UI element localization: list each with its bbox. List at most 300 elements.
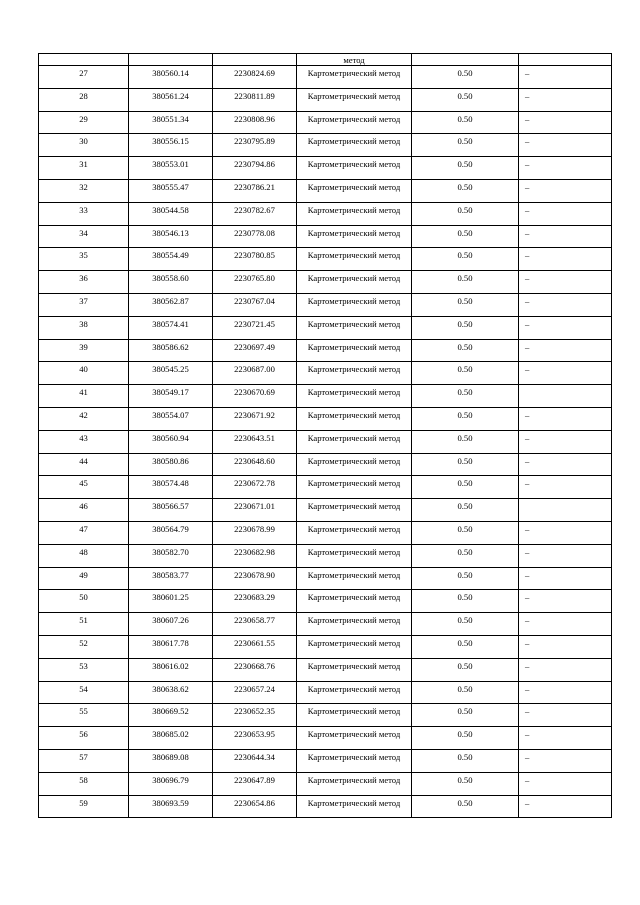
note-text: – [525, 797, 530, 808]
accuracy-cell [412, 157, 519, 180]
note-cell [519, 704, 612, 727]
note-text: – [525, 90, 530, 101]
x-coordinate: 380558.60 [152, 273, 189, 284]
y-coordinate: 2230653.95 [234, 729, 275, 740]
accuracy-value: 0.50 [457, 409, 473, 420]
method-cell [297, 316, 412, 339]
y-coordinate-cell [213, 111, 297, 134]
x-coordinate: 380560.14 [152, 68, 189, 78]
x-coordinate-cell [129, 772, 213, 795]
y-coordinate-cell [213, 590, 297, 613]
note-cell [519, 339, 612, 362]
table-row [39, 613, 612, 636]
x-coordinate-cell [129, 590, 213, 613]
accuracy-value: 0.50 [457, 432, 473, 443]
accuracy-cell [412, 293, 519, 316]
y-coordinate-cell [213, 521, 297, 544]
note-cell [519, 453, 612, 476]
y-coordinate: 2230687.00 [234, 364, 275, 375]
point-number-cell [39, 385, 129, 408]
note-text: – [525, 592, 530, 603]
x-coordinate: 380545.25 [152, 364, 189, 375]
method-cell [297, 704, 412, 727]
method-text: Картометрический метод [307, 409, 401, 420]
y-coordinate-cell [213, 316, 297, 339]
continuation-cell-method: метод [297, 54, 412, 66]
point-number-cell [39, 111, 129, 134]
accuracy-cell [412, 271, 519, 294]
x-coordinate-cell [129, 795, 213, 818]
table-row [39, 248, 612, 271]
note-cell [519, 66, 612, 89]
note-text: – [525, 637, 530, 648]
note-text: – [525, 683, 530, 694]
point-number-cell [39, 179, 129, 202]
point-number: 55 [79, 706, 88, 717]
table-row [39, 521, 612, 544]
point-number-cell [39, 613, 129, 636]
point-number: 44 [79, 455, 88, 466]
note-text: – [525, 250, 530, 261]
method-text: Картометрический метод [307, 523, 401, 534]
x-coordinate-cell [129, 476, 213, 499]
y-coordinate: 2230668.76 [234, 660, 275, 671]
method-text: Картометрический метод [307, 501, 401, 512]
table-row [39, 271, 612, 294]
note-cell [519, 157, 612, 180]
note-cell [519, 407, 612, 430]
method-text: Картометрический метод [307, 159, 401, 170]
method-cell [297, 749, 412, 772]
point-number-cell [39, 635, 129, 658]
point-number-cell [39, 271, 129, 294]
y-coordinate-cell [213, 88, 297, 111]
accuracy-cell [412, 316, 519, 339]
note-cell [519, 613, 612, 636]
y-coordinate-cell [213, 385, 297, 408]
accuracy-value: 0.50 [457, 318, 473, 329]
y-coordinate-cell [213, 453, 297, 476]
accuracy-value: 0.50 [457, 204, 473, 215]
point-number: 57 [79, 751, 88, 762]
point-number: 58 [79, 774, 88, 785]
point-number-cell [39, 134, 129, 157]
table-row [39, 385, 612, 408]
y-coordinate: 2230661.55 [234, 637, 275, 648]
x-coordinate-cell [129, 407, 213, 430]
note-cell [519, 749, 612, 772]
x-coordinate: 380564.79 [152, 523, 189, 534]
x-coordinate: 380562.87 [152, 295, 189, 306]
note-text: – [525, 523, 530, 534]
note-cell [519, 681, 612, 704]
method-text: Картометрический метод [307, 546, 401, 557]
table-row [39, 66, 612, 89]
x-coordinate-cell [129, 704, 213, 727]
note-text: – [525, 204, 530, 215]
point-number: 46 [79, 501, 88, 512]
x-coordinate: 380696.79 [152, 774, 189, 785]
x-coordinate: 380546.13 [152, 227, 189, 238]
point-number: 37 [79, 295, 88, 306]
y-coordinate: 2230678.99 [234, 523, 275, 534]
x-coordinate-cell [129, 202, 213, 225]
y-coordinate: 2230672.78 [234, 478, 275, 489]
method-cell [297, 248, 412, 271]
x-coordinate: 380566.57 [152, 501, 189, 512]
y-coordinate-cell [213, 499, 297, 522]
x-coordinate: 380560.94 [152, 432, 189, 443]
method-text: Картометрический метод [307, 273, 401, 284]
method-text: Картометрический метод [307, 660, 401, 671]
accuracy-cell [412, 385, 519, 408]
continuation-cell-accuracy [412, 54, 519, 66]
y-coordinate: 2230670.69 [234, 387, 275, 398]
x-coordinate-cell [129, 613, 213, 636]
note-cell [519, 635, 612, 658]
accuracy-cell [412, 590, 519, 613]
x-coordinate: 380582.70 [152, 546, 189, 557]
note-cell [519, 202, 612, 225]
y-coordinate: 2230767.04 [234, 295, 275, 306]
x-coordinate-cell [129, 430, 213, 453]
note-text: – [525, 660, 530, 671]
note-cell [519, 658, 612, 681]
table-row [39, 179, 612, 202]
point-number: 49 [79, 569, 88, 580]
y-coordinate-cell [213, 225, 297, 248]
accuracy-value: 0.50 [457, 295, 473, 306]
accuracy-cell [412, 795, 519, 818]
method-text: Картометрический метод [307, 204, 401, 215]
method-cell [297, 453, 412, 476]
method-text: Картометрический метод [307, 181, 401, 192]
point-number: 30 [79, 136, 88, 147]
note-text: – [525, 136, 530, 147]
x-coordinate-cell [129, 88, 213, 111]
x-coordinate: 380553.01 [152, 159, 189, 170]
point-number: 27 [79, 68, 88, 78]
table-row [39, 681, 612, 704]
y-coordinate-cell [213, 772, 297, 795]
coordinates-table [38, 53, 612, 818]
point-number-cell [39, 567, 129, 590]
x-coordinate: 380638.62 [152, 683, 189, 694]
accuracy-cell [412, 749, 519, 772]
point-number: 47 [79, 523, 88, 534]
y-coordinate-cell [213, 293, 297, 316]
note-text: – [525, 364, 530, 375]
point-number-cell [39, 316, 129, 339]
x-coordinate: 380561.24 [152, 90, 189, 101]
y-coordinate: 2230786.21 [234, 181, 275, 192]
note-text: – [525, 774, 530, 785]
y-coordinate: 2230654.86 [234, 797, 275, 808]
accuracy-value: 0.50 [457, 706, 473, 717]
accuracy-value: 0.50 [457, 569, 473, 580]
point-number-cell [39, 293, 129, 316]
point-number: 40 [79, 364, 88, 375]
x-coordinate: 380689.08 [152, 751, 189, 762]
y-coordinate: 2230648.60 [234, 455, 275, 466]
point-number-cell [39, 157, 129, 180]
note-cell [519, 385, 612, 408]
accuracy-value: 0.50 [457, 250, 473, 261]
y-coordinate: 2230811.89 [234, 90, 275, 101]
accuracy-cell [412, 111, 519, 134]
accuracy-cell [412, 225, 519, 248]
x-coordinate-cell [129, 179, 213, 202]
y-coordinate-cell [213, 727, 297, 750]
y-coordinate-cell [213, 134, 297, 157]
y-coordinate: 2230824.69 [234, 68, 275, 78]
x-coordinate: 380555.47 [152, 181, 189, 192]
table-row [39, 134, 612, 157]
accuracy-value: 0.50 [457, 181, 473, 192]
continuation-cell-x [129, 54, 213, 66]
point-number: 35 [79, 250, 88, 261]
accuracy-value: 0.50 [457, 478, 473, 489]
point-number-cell [39, 476, 129, 499]
method-cell [297, 544, 412, 567]
point-number-cell [39, 727, 129, 750]
y-coordinate-cell [213, 339, 297, 362]
x-coordinate: 380607.26 [152, 615, 189, 626]
x-coordinate-cell [129, 157, 213, 180]
table-row [39, 293, 612, 316]
point-number: 31 [79, 159, 88, 170]
method-cell [297, 567, 412, 590]
y-coordinate: 2230644.34 [234, 751, 275, 762]
table-row [39, 658, 612, 681]
point-number-cell [39, 499, 129, 522]
point-number-cell [39, 681, 129, 704]
x-coordinate-cell [129, 385, 213, 408]
note-cell [519, 88, 612, 111]
x-coordinate-cell [129, 658, 213, 681]
note-cell [519, 727, 612, 750]
y-coordinate-cell [213, 66, 297, 89]
method-text: Картометрический метод [307, 729, 401, 740]
point-number-cell [39, 453, 129, 476]
method-text: Картометрический метод [307, 90, 401, 101]
table-row [39, 590, 612, 613]
accuracy-cell [412, 476, 519, 499]
note-cell [519, 590, 612, 613]
accuracy-value: 0.50 [457, 501, 473, 512]
note-text: – [525, 318, 530, 329]
y-coordinate: 2230678.90 [234, 569, 275, 580]
point-number: 59 [79, 797, 88, 808]
accuracy-value: 0.50 [457, 136, 473, 147]
method-cell [297, 590, 412, 613]
method-cell [297, 111, 412, 134]
method-text: Картометрический метод [307, 683, 401, 694]
method-cell [297, 613, 412, 636]
accuracy-value: 0.50 [457, 797, 473, 808]
table-row [39, 407, 612, 430]
accuracy-value: 0.50 [457, 729, 473, 740]
method-cell [297, 271, 412, 294]
x-coordinate: 380617.78 [152, 637, 189, 648]
y-coordinate-cell [213, 704, 297, 727]
note-text [525, 385, 611, 387]
y-coordinate-cell [213, 681, 297, 704]
table-row [39, 544, 612, 567]
y-coordinate: 2230697.49 [234, 341, 275, 352]
note-text: – [525, 159, 530, 170]
table-row [39, 202, 612, 225]
note-text: – [525, 569, 530, 580]
note-cell [519, 316, 612, 339]
accuracy-value: 0.50 [457, 637, 473, 648]
table-row [39, 157, 612, 180]
x-coordinate: 380583.77 [152, 569, 189, 580]
accuracy-value: 0.50 [457, 546, 473, 557]
y-coordinate: 2230794.86 [234, 159, 275, 170]
method-cell [297, 157, 412, 180]
y-coordinate-cell [213, 179, 297, 202]
accuracy-cell [412, 613, 519, 636]
accuracy-value: 0.50 [457, 751, 473, 762]
method-cell [297, 339, 412, 362]
method-text: Картометрический метод [307, 615, 401, 626]
x-coordinate-cell [129, 316, 213, 339]
y-coordinate: 2230765.80 [234, 273, 275, 284]
method-cell [297, 521, 412, 544]
x-coordinate-cell [129, 544, 213, 567]
method-text: Картометрический метод [307, 637, 401, 648]
table-row [39, 362, 612, 385]
point-number: 41 [79, 387, 88, 398]
point-number-cell [39, 704, 129, 727]
x-coordinate-cell [129, 453, 213, 476]
point-number-cell [39, 202, 129, 225]
method-cell [297, 795, 412, 818]
accuracy-cell [412, 567, 519, 590]
y-coordinate-cell [213, 271, 297, 294]
y-coordinate: 2230683.29 [234, 592, 275, 603]
point-number-cell [39, 407, 129, 430]
method-text: Картометрический метод [307, 68, 401, 78]
note-text: – [525, 729, 530, 740]
method-text: Картометрический метод [307, 751, 401, 762]
point-number-cell [39, 590, 129, 613]
method-text: Картометрический метод [307, 569, 401, 580]
x-coordinate-cell [129, 134, 213, 157]
method-cell [297, 772, 412, 795]
table-row [39, 88, 612, 111]
method-text: Картометрический метод [307, 364, 401, 375]
y-coordinate-cell [213, 362, 297, 385]
x-coordinate: 380574.41 [152, 318, 189, 329]
point-number: 48 [79, 546, 88, 557]
table-row [39, 225, 612, 248]
method-text: Картометрический метод [307, 592, 401, 603]
point-number: 28 [79, 90, 88, 101]
method-cell [297, 134, 412, 157]
note-cell [519, 499, 612, 522]
note-text: – [525, 295, 530, 306]
point-number: 52 [79, 637, 88, 648]
method-text: Картометрический метод [307, 432, 401, 443]
x-coordinate: 380693.59 [152, 797, 189, 808]
x-coordinate: 380601.25 [152, 592, 189, 603]
note-text: – [525, 68, 530, 78]
point-number: 33 [79, 204, 88, 215]
x-coordinate: 380549.17 [152, 387, 189, 398]
accuracy-value: 0.50 [457, 364, 473, 375]
point-number-cell [39, 248, 129, 271]
accuracy-value: 0.50 [457, 523, 473, 534]
note-cell [519, 772, 612, 795]
table-row [39, 704, 612, 727]
x-coordinate: 380554.49 [152, 250, 189, 261]
y-coordinate-cell [213, 613, 297, 636]
note-text: – [525, 706, 530, 717]
y-coordinate-cell [213, 202, 297, 225]
y-coordinate: 2230671.92 [234, 409, 275, 420]
accuracy-cell [412, 134, 519, 157]
note-text: – [525, 227, 530, 238]
y-coordinate-cell [213, 157, 297, 180]
x-coordinate-cell [129, 339, 213, 362]
table-row [39, 727, 612, 750]
y-coordinate: 2230780.85 [234, 250, 275, 261]
y-coordinate-cell [213, 544, 297, 567]
point-number-cell [39, 225, 129, 248]
accuracy-cell [412, 453, 519, 476]
point-number: 39 [79, 341, 88, 352]
accuracy-value: 0.50 [457, 592, 473, 603]
accuracy-value: 0.50 [457, 90, 473, 101]
x-coordinate-cell [129, 248, 213, 271]
table-row [39, 635, 612, 658]
continuation-cell-number [39, 54, 129, 66]
table-row [39, 749, 612, 772]
accuracy-cell [412, 362, 519, 385]
note-cell [519, 111, 612, 134]
method-cell [297, 362, 412, 385]
accuracy-value: 0.50 [457, 68, 473, 78]
x-coordinate: 380544.58 [152, 204, 189, 215]
accuracy-cell [412, 407, 519, 430]
method-text: Картометрический метод [307, 113, 401, 124]
accuracy-cell [412, 202, 519, 225]
continuation-row [39, 54, 612, 66]
accuracy-cell [412, 635, 519, 658]
accuracy-cell [412, 179, 519, 202]
x-coordinate-cell [129, 567, 213, 590]
accuracy-value: 0.50 [457, 341, 473, 352]
x-coordinate-cell [129, 111, 213, 134]
note-cell [519, 225, 612, 248]
y-coordinate-cell [213, 567, 297, 590]
table-row [39, 453, 612, 476]
accuracy-value: 0.50 [457, 113, 473, 124]
x-coordinate: 380586.62 [152, 341, 189, 352]
point-number-cell [39, 772, 129, 795]
note-cell [519, 430, 612, 453]
point-number: 32 [79, 181, 88, 192]
accuracy-value: 0.50 [457, 387, 473, 398]
point-number: 51 [79, 615, 88, 626]
method-cell [297, 658, 412, 681]
method-cell [297, 727, 412, 750]
note-text [525, 499, 611, 501]
y-coordinate: 2230721.45 [234, 318, 275, 329]
point-number-cell [39, 521, 129, 544]
